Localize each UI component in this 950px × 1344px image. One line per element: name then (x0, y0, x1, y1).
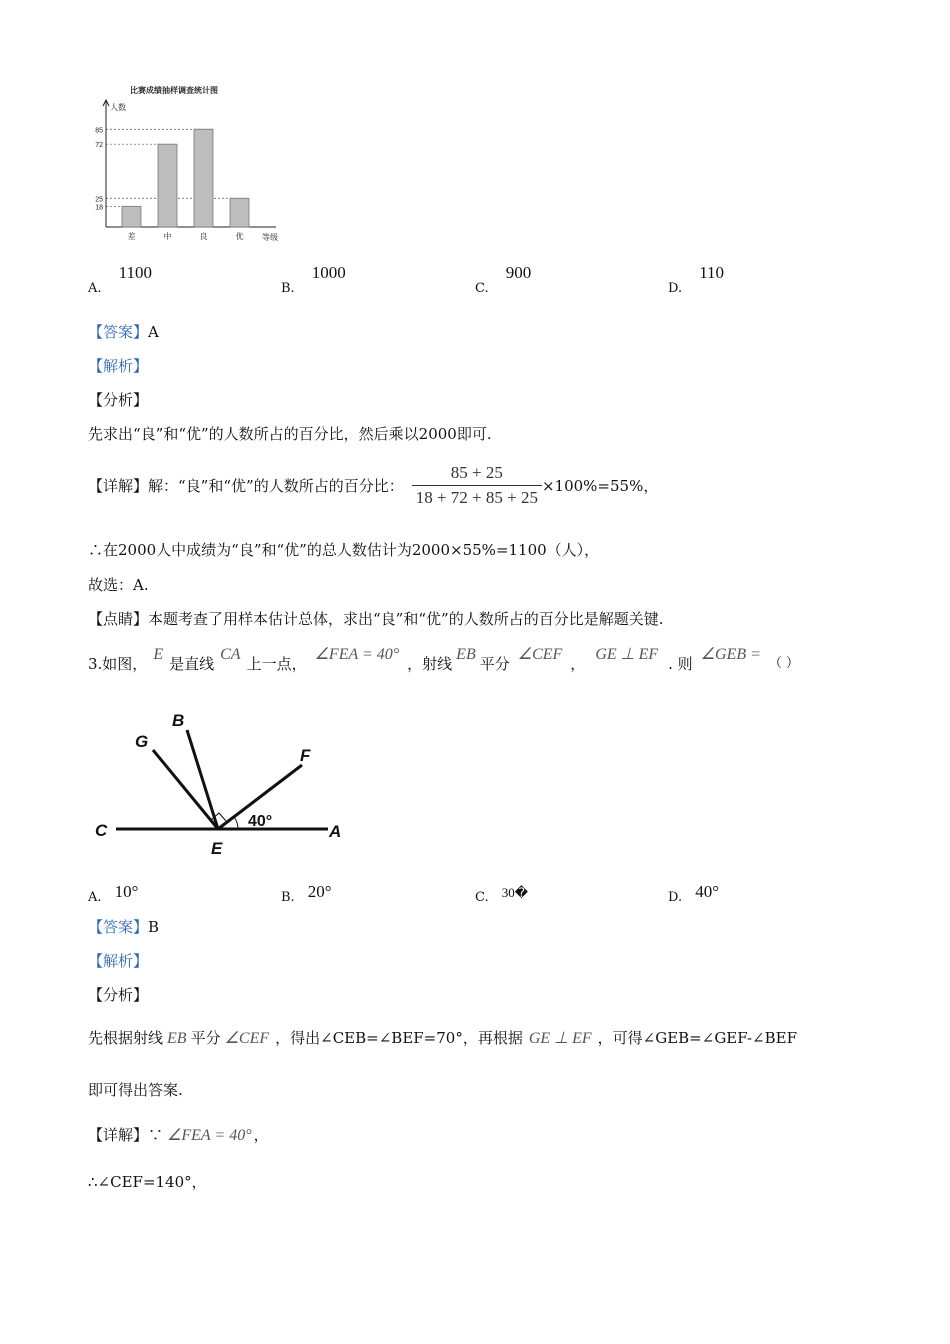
angle-arc (234, 817, 238, 829)
q3-option-c[interactable] (475, 882, 529, 905)
chart-bar (158, 144, 177, 227)
label-c: C (95, 821, 108, 840)
q2-detail-suffix: ×100%=55%， (541, 476, 659, 495)
q3-math-ca: CA (220, 646, 241, 663)
q2-comment-text: 本题考查了用样本估计总体，求出“良”和“优”的人数所占的百分比是解题关键. (148, 610, 664, 628)
chart-ylabel: 人数 (110, 103, 126, 112)
q3-math-geb: ∠GEB = (700, 646, 761, 663)
q3-math-cef: ∠CEF (517, 646, 563, 663)
bar-chart (84, 80, 304, 255)
q3-stem-5: 平分 (479, 655, 510, 673)
label-g: G (135, 732, 149, 751)
q3-option-b-label: B. (281, 890, 295, 905)
q2-fenxi-text: 先求出“良”和“优”的人数所占的百分比，然后乘以2000即可. (88, 425, 492, 443)
q2-fenxi-tag: 【分析】 (88, 391, 149, 409)
q2-option-b-value: 1000 (311, 263, 346, 282)
q3-analysis-tag: 【解析】 (88, 952, 149, 970)
chart-y-tick-label: 85 (95, 127, 103, 135)
q2-comment (88, 609, 663, 629)
chart-y-tick-label: 25 (95, 196, 103, 204)
q3-option-d-label: D. (668, 890, 683, 905)
q2-analysis-tag: 【解析】 (88, 357, 149, 375)
q2-option-b[interactable] (281, 263, 346, 296)
q3-answer (88, 917, 159, 937)
q3-math-eb: EB (456, 646, 476, 663)
q2-option-c-label: C. (475, 281, 489, 296)
chart-title: 比赛成绩抽样调查统计图 (130, 86, 218, 95)
q3-option-d-value: 40° (695, 882, 719, 901)
q3-detail-tag: 【详解】 (88, 1126, 149, 1144)
q3-fenxi-perp: GE ⊥ EF (528, 1030, 592, 1047)
q2-detail-tag: 【详解】 (88, 476, 149, 495)
chart-x-tick-label: 良 (199, 232, 208, 241)
q3-stem-6: ， (570, 655, 586, 673)
q3-fenxi-line2: 即可得出答案. (88, 1081, 183, 1099)
q2-line2: ∴在2000人中成绩为“良”和“优”的总人数估计为2000×55%=1100（人）， (88, 541, 600, 559)
q3-fenxi-4: ，可得∠GEB=∠GEF-∠BEF (597, 1029, 797, 1047)
chart-bar (194, 129, 213, 227)
q3-detail (88, 1125, 269, 1146)
label-b: B (172, 711, 185, 730)
q3-option-d[interactable] (668, 882, 719, 905)
q3-fenxi-2: 平分 (190, 1029, 221, 1047)
chart-bar (230, 198, 249, 227)
q2-detail (88, 463, 658, 508)
q2-option-c-value: 900 (505, 263, 532, 282)
label-e: E (211, 839, 223, 858)
q3-math-e: E (153, 646, 164, 663)
ray-eb (187, 730, 218, 829)
q3-stem-7: . 则 (668, 655, 693, 673)
q2-option-b-label: B. (281, 281, 295, 296)
chart-bar (122, 206, 141, 227)
chart-y-tick-label: 18 (95, 204, 103, 212)
chart-x-tick-label: 优 (235, 232, 244, 241)
q3-option-a-value: 10° (114, 882, 139, 901)
q2-fraction-denominator: 18 + 72 + 85 + 25 (415, 488, 538, 507)
chart-xlabel: 等级 (262, 233, 278, 242)
q3-fenxi-cef: ∠CEF (224, 1030, 270, 1047)
q3-detail-1: ∵ (148, 1126, 164, 1144)
q3-answer-value: B (148, 918, 160, 936)
q3-option-a[interactable] (88, 882, 139, 905)
q2-option-d-value: 110 (699, 263, 725, 282)
q3-fenxi (88, 1028, 797, 1049)
q2-option-d-label: D. (668, 281, 683, 296)
ray-eg (153, 750, 218, 829)
chart-x-tick-label: 差 (127, 232, 136, 241)
q3-stem-4: ，射线 (407, 655, 453, 673)
q3-fenxi-1: 先根据射线 (88, 1029, 164, 1047)
q3-paren: （ ） (768, 656, 800, 671)
q2-option-d[interactable] (668, 263, 725, 296)
q2-fraction-numerator: 85 + 25 (412, 463, 542, 486)
q3-stem-1: 3.如图， (88, 655, 148, 673)
q3-fenxi-eb: EB (167, 1030, 187, 1047)
q3-stem-2: 是直线 (169, 655, 215, 673)
q3-option-b[interactable] (281, 882, 332, 905)
q2-comment-tag: 【点睛】 (88, 610, 149, 628)
label-a: A (329, 822, 342, 841)
q2-answer-tag: 【答案】 (88, 323, 149, 341)
q2-option-c[interactable] (475, 263, 532, 296)
q3-math-perp: GE ⊥ EF (595, 646, 659, 663)
q2-answer-value: A (148, 323, 159, 341)
q2-detail-prefix: 解：“良”和“优”的人数所占的百分比： (148, 476, 404, 495)
q2-line3: 故选：A. (88, 576, 149, 594)
q3-fenxi-3: ，得出∠CEB=∠BEF=70°，再根据 (275, 1029, 523, 1047)
chart-y-tick-label: 72 (95, 142, 103, 150)
q3-answer-tag: 【答案】 (88, 918, 149, 936)
q2-option-a[interactable] (88, 263, 152, 296)
q3-detail-2: ， (253, 1126, 269, 1144)
q3-stem-3: 上一点， (246, 655, 307, 673)
q2-answer (88, 322, 159, 342)
label-f: F (300, 746, 311, 765)
q3-stem (88, 644, 799, 674)
q2-option-a-value: 1100 (118, 263, 152, 282)
q3-option-c-label: C. (475, 890, 489, 905)
q2-fraction (412, 463, 542, 508)
q3-fenxi-tag: 【分析】 (88, 986, 149, 1004)
q3-math-angle: ∠FEA = 40° (314, 646, 400, 663)
chart-x-tick-label: 中 (163, 232, 172, 241)
q3-detail-math: ∠FEA = 40° (167, 1127, 252, 1144)
q2-option-a-label: A. (88, 281, 102, 296)
q3-option-a-label: A. (88, 890, 102, 905)
q3-option-c-value: 30� (501, 885, 529, 900)
label-angle: 40° (248, 813, 273, 830)
q3-option-b-value: 20° (307, 882, 332, 901)
angle-figure (90, 700, 360, 865)
q3-detail-line2: ∴∠CEF=140°， (88, 1173, 207, 1191)
